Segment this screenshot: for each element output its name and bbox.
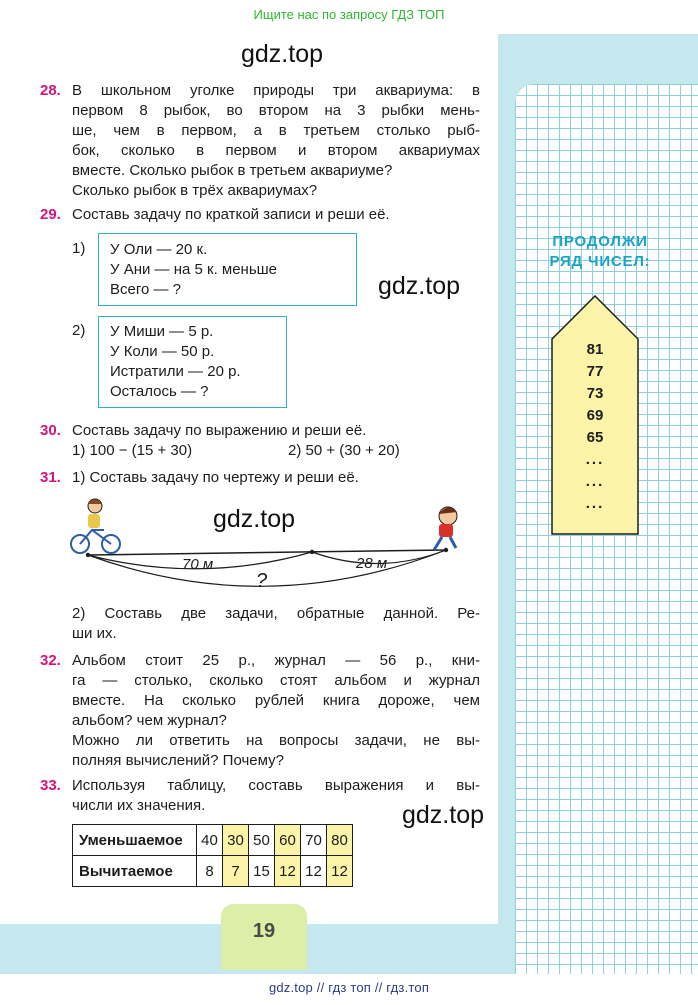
distance-diagram	[66, 492, 476, 602]
task28-line: первом 8 рыбок, во втором на 3 рыбки мень-	[72, 102, 480, 119]
task33-line: числи их значения.	[72, 797, 206, 814]
sequence-dots: ...	[585, 451, 605, 468]
table-cell: 12	[275, 856, 301, 887]
task30-expression-2: 2) 50 + (30 + 20)	[288, 442, 400, 459]
sequence-number: 81	[586, 341, 604, 358]
short-record-line: Истратили — 20 р.	[110, 363, 241, 380]
task28-line: ше, чем в первом, а в третьем столько рыб-	[72, 122, 480, 139]
task28-line: бок, сколько в первом и втором аквариумах	[72, 142, 480, 159]
sequence-number: 73	[586, 385, 604, 402]
table-cell: 15	[249, 856, 275, 887]
table-cell: 40	[197, 825, 223, 856]
table-cell: 60	[275, 825, 301, 856]
short-record-line: У Коли — 50 р.	[110, 343, 215, 360]
table-cell: 30	[223, 825, 249, 856]
sequence-number: 65	[586, 429, 604, 446]
task32-line: альбом? чем журнал?	[72, 712, 227, 729]
short-record-line: Всего — ?	[110, 281, 182, 298]
task30-text: Составь задачу по выражению и реши её.	[72, 422, 367, 439]
watermark: gdz.top	[378, 272, 461, 300]
table-cell: 12	[301, 856, 327, 887]
watermark: gdz.top	[402, 801, 485, 829]
distance-label-2: 28 м	[356, 555, 388, 572]
task-number-31: 31.	[40, 469, 61, 486]
number-sequence-house	[551, 295, 639, 535]
distance-total-question: ?	[256, 570, 268, 592]
task32-line: га — столько, сколько стоят альбом и журнал	[72, 672, 480, 689]
sequence-dots: ...	[585, 495, 605, 512]
task31-text: 1) Составь задачу по чертежу и реши её.	[72, 469, 359, 486]
task28-line: вместе. Сколько рыбок в третьем аквариуме?	[72, 162, 393, 179]
task31-drawing	[66, 492, 476, 602]
distance-label-1: 70 м	[182, 556, 214, 573]
task30-expression-1: 1) 100 − (15 + 30)	[72, 442, 193, 459]
task28-line: Сколько рыбок в трёх аквариумах?	[72, 182, 318, 199]
task-number-32: 32.	[40, 652, 61, 669]
task-number-30: 30.	[40, 422, 61, 439]
task-number-29: 29.	[40, 206, 61, 223]
sequence-number: 69	[586, 407, 604, 424]
task29-text: Составь задачу по краткой записи и реши её.	[72, 206, 390, 223]
short-record-line: У Оли — 20 к.	[110, 241, 208, 258]
table-cell: 7	[223, 856, 249, 887]
table-cell: 12	[327, 856, 353, 887]
watermark: gdz.top	[213, 505, 296, 533]
task29-part2-label: 2)	[72, 322, 86, 339]
task32-line: полняя вычислений? Почему?	[72, 752, 284, 769]
sequence-number: 77	[586, 363, 604, 380]
sidebar-title	[530, 232, 670, 272]
task32-line: вместе. На сколько рублей книга дороже, чем	[72, 692, 480, 709]
task28-line: В школьном уголке природы три аквариума: в	[72, 82, 480, 99]
table-cell: 8	[197, 856, 223, 887]
short-record-line: Осталось — ?	[110, 383, 209, 400]
page-number: 19	[252, 920, 276, 942]
running-boy-icon	[434, 507, 457, 550]
sidebar-title-line1: ПРОДОЛЖИ	[552, 233, 648, 250]
task32-line: Можно ли ответить на вопросы задачи, не вы-	[72, 732, 480, 749]
task-number-33: 33.	[40, 777, 61, 794]
task29-part1-label: 1)	[72, 240, 86, 257]
row-header-subtrahend: Вычитаемое	[73, 856, 197, 887]
watermark: gdz.top	[241, 40, 324, 68]
task32-line: Альбом стоит 25 р., журнал — 56 р., кни-	[72, 652, 480, 669]
table-row	[73, 825, 353, 856]
task-number-28: 28.	[40, 82, 61, 99]
table-cell: 50	[249, 825, 275, 856]
subtraction-table	[72, 824, 353, 887]
task33-line: Используя таблицу, составь выражения и вы-	[72, 777, 480, 794]
short-record-line: У Ани — на 5 к. меньше	[110, 261, 278, 278]
task31-part2-line: ши их.	[72, 625, 117, 642]
table-row	[73, 856, 353, 887]
row-header-minuend: Уменьшаемое	[73, 825, 197, 856]
sidebar-title-line2: РЯД ЧИСЕЛ:	[549, 253, 651, 270]
bottom-banner: gdz.top // гдз топ // гдз.топ	[268, 980, 430, 995]
cyclist-icon	[71, 499, 120, 553]
top-banner: Ищите нас по запросу ГДЗ ТОП	[253, 7, 445, 22]
sequence-dots: ...	[585, 473, 605, 490]
table-cell: 70	[301, 825, 327, 856]
short-record-line: У Миши — 5 р.	[110, 323, 214, 340]
table-cell: 80	[327, 825, 353, 856]
task31-part2-line: 2) Составь две задачи, обратные данной. Ре-	[72, 605, 480, 622]
